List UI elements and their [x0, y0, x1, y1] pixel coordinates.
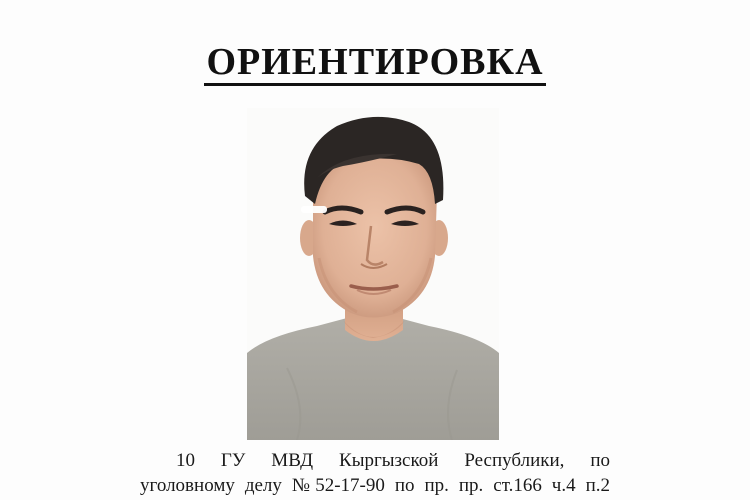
portrait-photo: [247, 108, 499, 440]
title-text: ОРИЕНТИРОВКА: [204, 41, 545, 86]
body-text-line-2: уголовному делу №52-17-90 по пр. пр. ст.166 ч.4 п.2: [140, 475, 610, 496]
body-text-line-1: 10 ГУ МВД Кыргызской Республики, по: [176, 450, 610, 471]
document-body-text: [140, 448, 610, 498]
document-title: [0, 40, 750, 86]
face-shape: [313, 152, 437, 318]
